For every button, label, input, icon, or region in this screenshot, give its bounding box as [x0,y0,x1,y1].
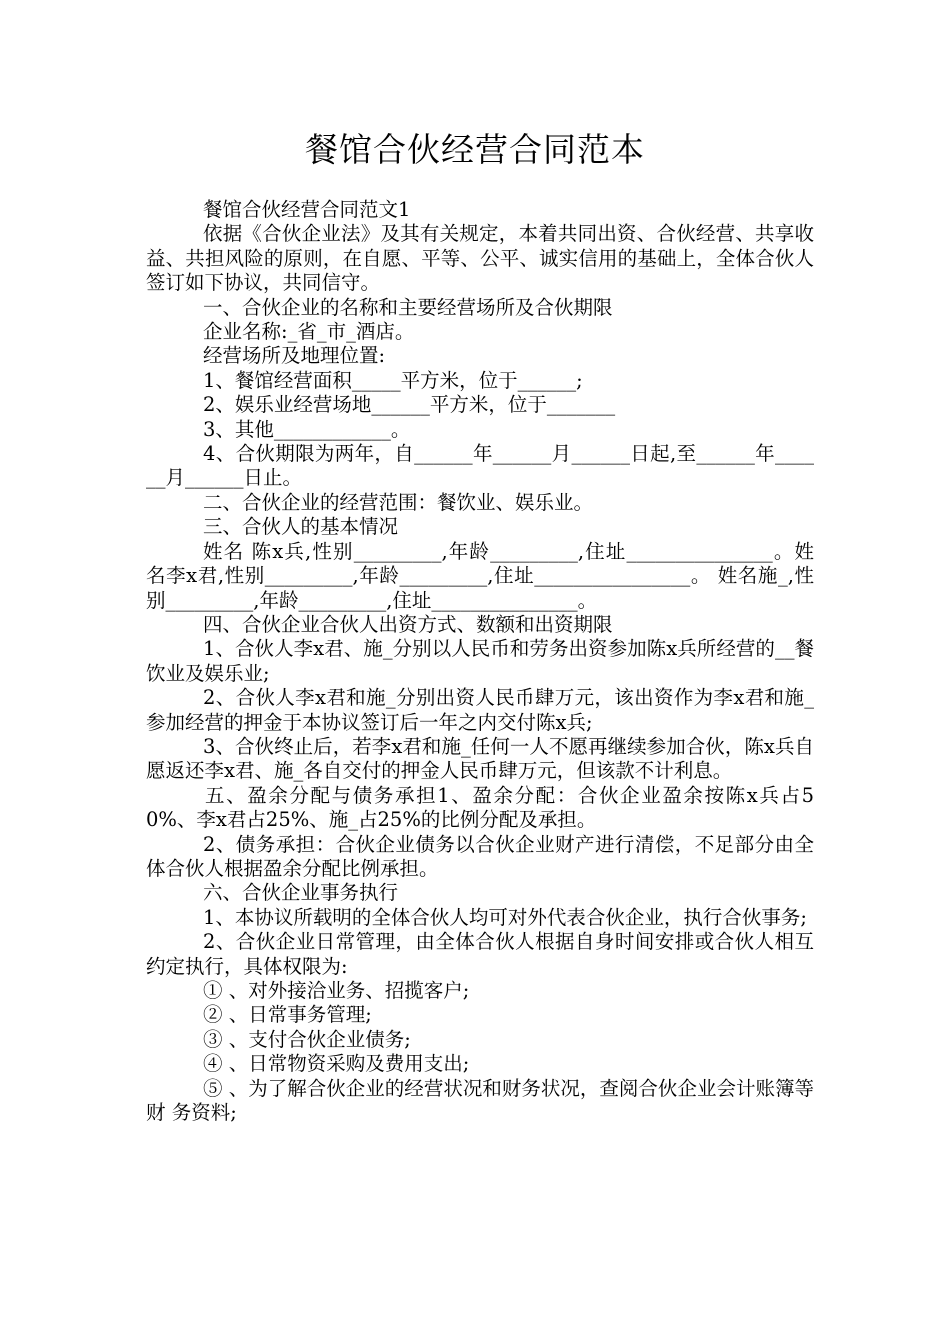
paragraph: 2、娱乐业经营场地______平方米，位于_______ [203,393,616,417]
document-title: 餐馆合伙经营合同范本 [305,130,645,169]
list-item: ④ 、日常物资采购及费用支出; [203,1052,470,1076]
paragraph: 4、合伙期限为两年，自______年______月______日起,至______年______月______日止。 [146,442,814,490]
list-item: ② 、日常事务管理; [203,1003,372,1027]
paragraph: 3、合伙终止后，若李x君和施_任何一人不愿再继续参加合伙，陈x兵自愿返还李x君、施_各自交付的押金人民币肆万元，但该款不计利息。 [146,734,814,783]
paragraph: 经营场所及地理位置: [203,344,386,368]
section-heading: 四、合伙企业合伙人出资方式、数额和出资期限 [203,612,613,636]
paragraph: 1、合伙人李x君、施_分别以人民币和劳务出资参加陈x兵所经营的__餐饮业及娱乐业; [146,637,814,685]
paragraph: 1、本协议所载明的全体合伙人均可对外代表合伙企业，执行合伙事务; [203,905,807,929]
section-heading: 三、合伙人的基本情况 [203,515,399,539]
paragraph: 2、合伙企业日常管理，由全体合伙人根据自身时间安排或合伙人相互约定执行，具体权限为: [146,930,814,978]
paragraph: 餐馆合伙经营合同范文1 [203,198,411,221]
paragraph: 2、合伙人李x君和施_分别出资人民币肆万元，该出资作为李x君和施_参加经营的押金于本协议签订后一年之内交付陈x兵; [146,686,814,734]
paragraph: 1、餐馆经营面积_____平方米，位于______; [203,368,583,392]
paragraph: 依据《合伙企业法》及其有关规定，本着共同出资、合伙经营、共享收益、共担风险的原则，在自愿、平等、公平、诚实信用的基础上，全体合伙人签订如下协议，共同信守。 [146,222,814,295]
section-heading: 一、合伙企业的名称和主要经营场所及合伙期限 [203,295,613,319]
paragraph: 2、债务承担：合伙企业债务以合伙企业财产进行清偿，不足部分由全体合伙人根据盈余分配比例承担。 [146,832,814,880]
paragraph: 姓名 陈x兵,性别_________,年龄_________,住址_______________。姓名李x君,性别_________,年龄_________,住址________________。 姓名施_,性别_________,年龄_________,住址_______________。 [146,539,814,612]
paragraph: 3、其他____________。 [203,417,411,441]
paragraph: 企业名称:_省_市_酒店。 [203,320,415,344]
section-heading: 二、合伙企业的经营范围：餐饮业、娱乐业。 [203,490,594,514]
list-item: ① 、对外接洽业务、招揽客户; [203,979,470,1002]
section-heading: 五、盈余分配与债务承担1、盈余分配：合伙企业盈余按陈x兵占50%、李x君占25%、施_占25%的比例分配及承担。 [146,783,814,832]
list-item: ③ 、支付合伙企业债务; [203,1027,411,1051]
list-item: ⑤ 、为了解合伙企业的经营状况和财务状况，查阅合伙企业会计账簿等财 务资料; [146,1076,814,1125]
section-heading: 六、合伙企业事务执行 [203,881,399,905]
document-body [146,198,814,1125]
